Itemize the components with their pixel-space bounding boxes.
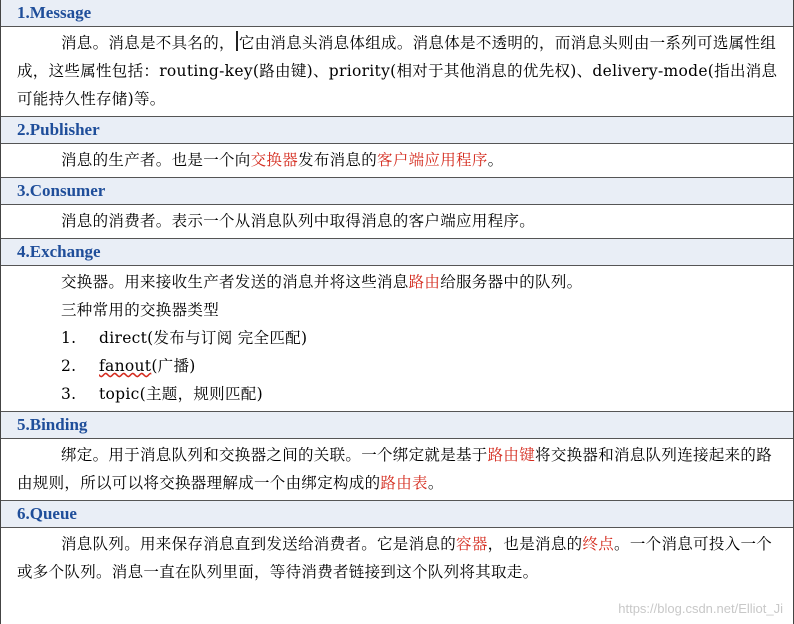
section-title-binding: 5.Binding bbox=[1, 412, 793, 439]
text-cursor bbox=[236, 31, 238, 51]
queue-paragraph: 消息队列。用来保存消息直到发送给消费者。它是消息的容器，也是消息的终点。一个消息可投入一个或多个队列。消息一直在队列里面，等待消费者链接到这个队列将其取走。 bbox=[17, 535, 773, 581]
exchange-paragraph: 交换器。用来接收生产者发送的消息并将这些消息路由给服务器中的队列。 bbox=[61, 273, 583, 291]
spellcheck-word: fanout bbox=[99, 357, 152, 375]
highlight-container: 容器 bbox=[456, 535, 488, 553]
section-title-message: 1.Message bbox=[1, 0, 793, 27]
section-body-exchange bbox=[1, 266, 793, 412]
section-body-binding bbox=[1, 439, 793, 501]
section-body-queue bbox=[1, 528, 793, 589]
watermark: https://blog.csdn.net/Elliot_Ji bbox=[618, 601, 783, 616]
exchange-types-list bbox=[17, 324, 783, 408]
highlight-endpoint: 终点 bbox=[582, 535, 615, 553]
section-body-publisher bbox=[1, 144, 793, 178]
section-title-exchange: 4.Exchange bbox=[1, 239, 793, 266]
highlight-routing-key: 路由键 bbox=[487, 446, 536, 464]
section-body-message bbox=[1, 27, 793, 117]
highlight-client-app: 客户端应用程序 bbox=[377, 151, 488, 169]
section-title-queue: 6.Queue bbox=[1, 501, 793, 528]
section-title-consumer: 3.Consumer bbox=[1, 178, 793, 205]
binding-paragraph: 绑定。用于消息队列和交换器之间的关联。一个绑定就是基于路由键将交换器和消息队列连接起来的路由规则，所以可以将交换器理解成一个由绑定构成的路由表。 bbox=[17, 446, 773, 492]
section-body-consumer bbox=[1, 205, 793, 239]
highlight-exchange: 交换器 bbox=[250, 151, 299, 169]
message-text-a: 消息。消息是不具名的， bbox=[61, 34, 235, 52]
publisher-paragraph: 消息的生产者。也是一个向交换器发布消息的客户端应用程序。 bbox=[61, 151, 504, 169]
exchange-types-heading: 三种常用的交换器类型 bbox=[61, 301, 220, 319]
consumer-paragraph: 消息的消费者。表示一个从消息队列中取得消息的客户端应用程序。 bbox=[61, 212, 536, 230]
message-text-b: 它由消息头消息体组成。消息体是不透明的，而消息头则由一系列可选属性组成，这些属性包括：routing-key(路由键)、priority(相对于其他消息的优先权)、delivery-mode(指出消息可能持久性存储)等。 bbox=[17, 34, 778, 108]
message-paragraph bbox=[17, 29, 783, 113]
list-item: 2. fanout(广播) bbox=[61, 357, 196, 375]
section-title-publisher: 2.Publisher bbox=[1, 117, 793, 144]
highlight-routing: 路由 bbox=[408, 273, 441, 291]
highlight-routing-table: 路由表 bbox=[380, 474, 428, 492]
list-item: 1. direct(发布与订阅 完全匹配) bbox=[61, 329, 308, 347]
list-item: 3. topic(主题，规则匹配) bbox=[61, 385, 263, 403]
